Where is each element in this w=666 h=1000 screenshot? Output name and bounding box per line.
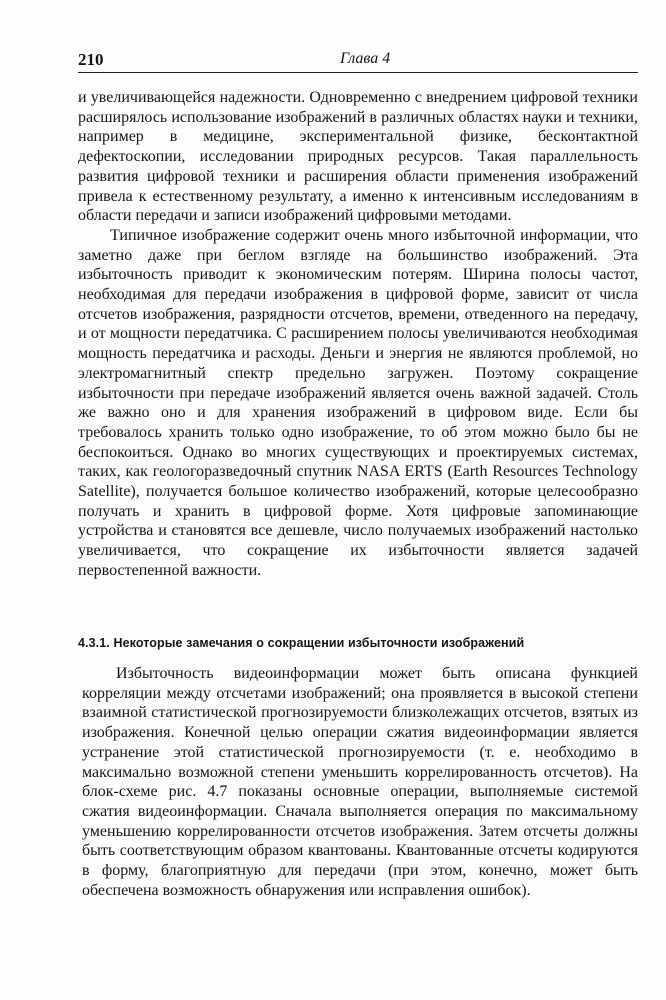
paragraph-1: и увеличивающейся надежности. Одновременно с внедрением цифровой техники расширялось использование изображений в различных областях науки и техники, например в медицине, экспериментальной физике, бесконтактной дефектоскопии, исследовании природных ресурсов. Такая параллельность развития цифровой техники и расширения области применения изображений привела к естественному результату, а именно к интенсивным исследованиям в области передачи и записи изображений цифровыми методами. <box>78 89 638 225</box>
main-text <box>78 88 638 581</box>
section-text <box>82 664 638 900</box>
paragraph-2: Типичное изображение содержит очень много избыточной информации, что заметно даже при беглом взгляде на большинство изображений. Эта избыточность приводит к экономическим потерям. Ширина полосы частот, необходимая для передачи изображения в цифровой форме, зависит от числа отсчетов изображения, разрядности отсчетов, времени, отведенного на передачу, и от мощности передатчика. С расширением полосы увеличиваются необходимая мощность передатчика и расходы. Деньги и энергия не являются проблемой, но электромагнитный спектр предельно загружен. Поэтому сокращение избыточности при передаче изображений является очень важной задачей. Столь же важно оно и для хранения изображений в цифровом виде. Если бы требовалось хранить только одно изображение, то об этом можно было бы не беспокоиться. Однако во многих существующих и проектируемых системах, таких, как геологоразведочный спутник NASA ERTS (Earth Resources Technology Satellite), получается большое количество изображений, которые целесообразно получать и хранить в цифровой форме. Хотя цифровые запоминающие устройства и становятся все дешевле, число получаемых изображений настолько увеличивается, что сокращение их избыточности является задачей первостепенной важности. <box>78 226 638 579</box>
page-number: 210 <box>78 50 104 69</box>
section-heading: 4.3.1. Некоторые замечания о сокращении избыточности изображений <box>78 636 525 650</box>
page-header <box>78 48 638 73</box>
running-head: Глава 4 <box>340 50 391 67</box>
section-paragraph-1: Избыточность видеоинформации может быть описана функцией корреляции между отсчетами изображений; она проявляется в высокой степени взаимной статистической прогнозируемости близколежащих отсчетов, взятых из изображения. Конечной целью операции сжатия видеоинформации является устранение этой статистической прогнозируемости (т. е. необходимо в максимально возможной степени уменьшить коррелированность отсчетов). На блок-схеме рис. 4.7 показаны основные операции, выполняемые системой сжатия видеоинформации. Сначала выполняется операция по максимальному уменьшению коррелированности отсчетов изображения. Затем отсчеты должны быть соответствующим образом квантованы. Квантованные отсчеты кодируются в форму, благоприятную для передачи (при этом, конечно, может быть обеспечена возможность обнаружения или исправления ошибок). <box>82 665 638 899</box>
